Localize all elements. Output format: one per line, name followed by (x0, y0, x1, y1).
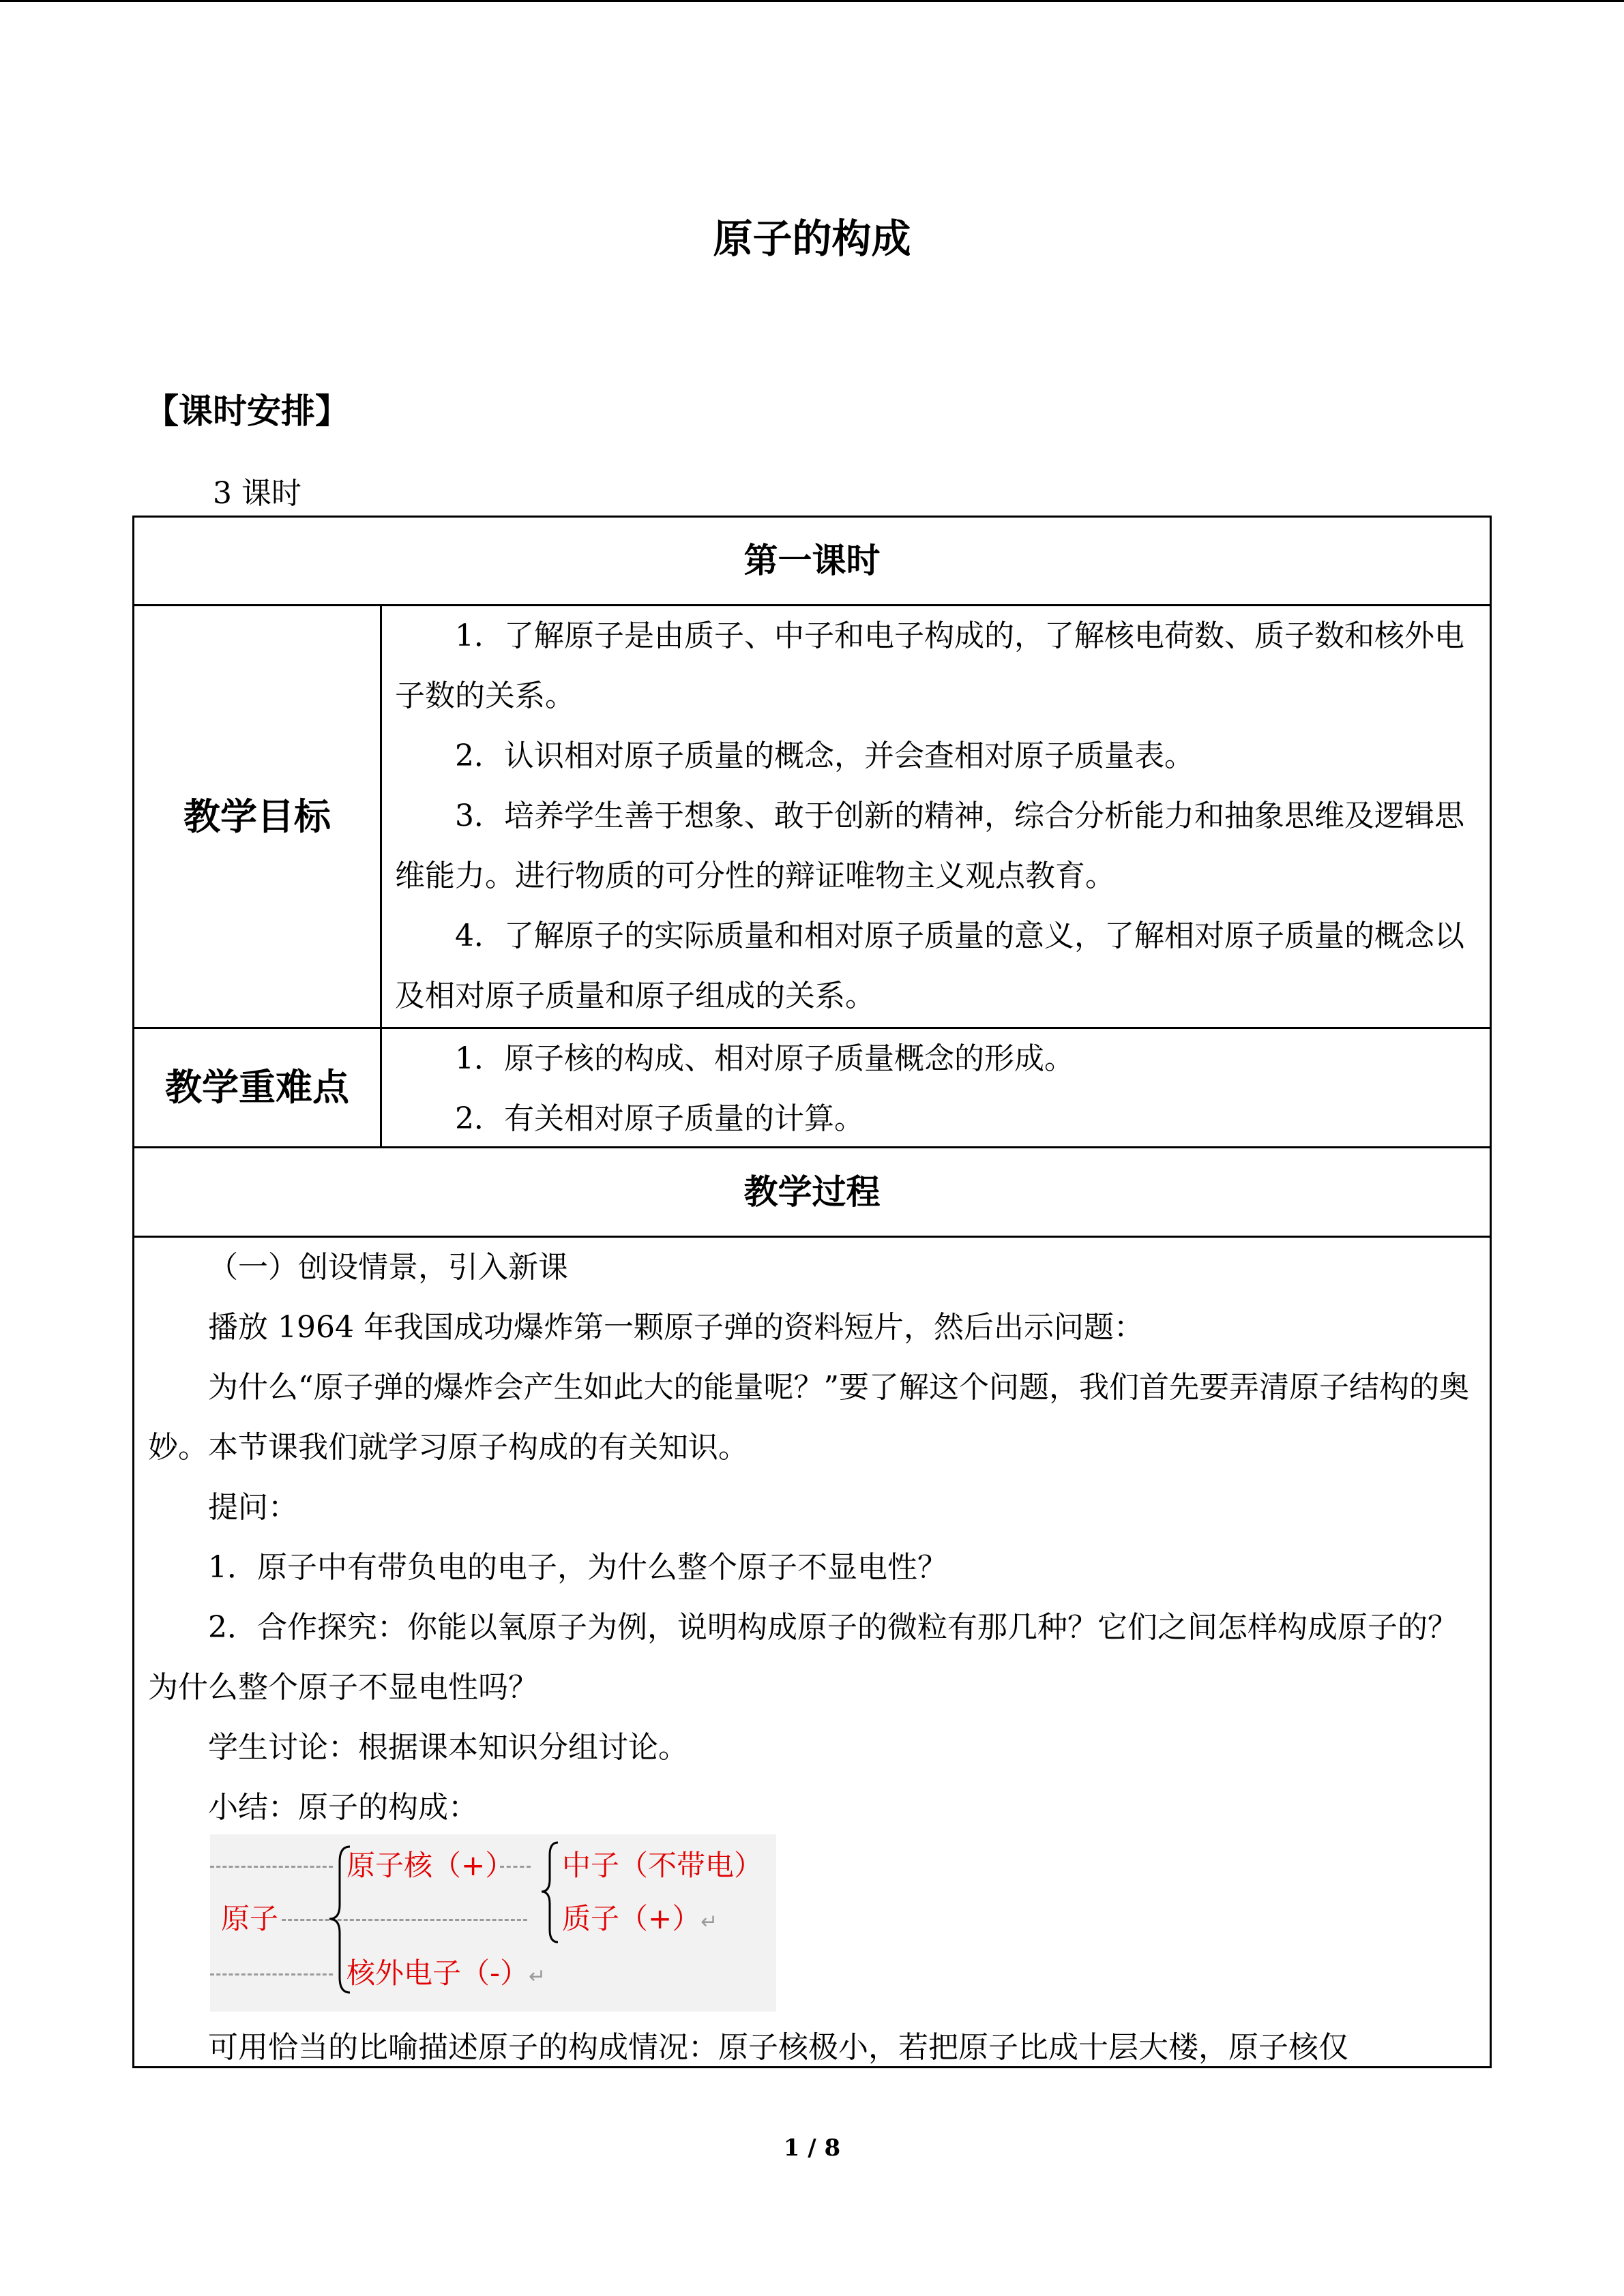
brace-shapes (210, 1834, 776, 2012)
process-paragraph: 学生讨论：根据课本知识分组讨论。 (208, 1730, 688, 1765)
atom-structure-diagram (210, 1834, 776, 2012)
process-paragraph: 小结：原子的构成： (208, 1790, 478, 1825)
process-paragraph: 可用恰当的比喻描述原子的构成情况：原子核极小，若把原子比成十层大楼，原子核仅 (208, 2030, 1348, 2065)
right-brace-icon (542, 1843, 558, 1942)
atom-label: 原子 (221, 1902, 279, 1935)
key-points-label: 教学重难点 (165, 1066, 349, 1109)
process-paragraph: 1．原子中有带负电的电子，为什么整个原子不显电性？ (208, 1550, 947, 1585)
nucleus-label: 原子核（+） (346, 1849, 514, 1882)
table-column-divider (380, 604, 382, 1148)
section-heading: 【课时安排】 (145, 391, 349, 431)
objective-item: 1．了解原子是由质子、中子和电子构成的，了解核电荷数、质子数和核外电子数的关系。 (395, 618, 1464, 713)
key-point-item: 1．原子核的构成、相对原子质量概念的形成。 (455, 1041, 1074, 1076)
electron-label: 核外电子（-）↵ (346, 1956, 546, 1990)
objective-item: 4．了解原子的实际质量和相对原子质量的意义，了解相对原子质量的概念以及相对原子质量和原子组成的关系。 (395, 919, 1464, 1013)
key-point-item: 2．有关相对原子质量的计算。 (455, 1101, 864, 1136)
key-points-content (395, 1029, 1466, 1149)
process-paragraph: 提问： (208, 1490, 298, 1525)
process-paragraph: 为什么“原子弹的爆炸会产生如此大的能量呢？”要了解这个问题，我们首先要弄清原子结构的奥妙。本节课我们就学习原子构成的有关知识。 (148, 1370, 1469, 1465)
objectives-content (395, 606, 1466, 1026)
proton-label: 质子（+）↵ (562, 1902, 718, 1935)
page-number: 1 / 8 (783, 2134, 841, 2162)
lesson-header: 第一课时 (743, 541, 881, 580)
objectives-label: 教学目标 (183, 795, 331, 838)
process-header: 教学过程 (743, 1172, 881, 1212)
objective-item: 2．认识相对原子质量的概念，并会查相对原子质量表。 (455, 739, 1194, 773)
objective-item: 3．培养学生善于想象、敢于创新的精神，综合分析能力和抽象思维及逻辑思维能力。进行物质的可分性的辩证唯物主义观点教育。 (395, 799, 1464, 893)
process-paragraph: 2．合作探究：你能以氧原子为例，说明构成原子的微粒有那几种？它们之间怎样构成原子的？为什么整个原子不显电性吗？ (148, 1610, 1458, 1705)
page-title: 原子的构成 (713, 215, 911, 262)
class-hours: 3 课时 (213, 476, 301, 511)
process-paragraph: （一）创设情景，引入新课 (208, 1250, 568, 1285)
page-top-border (0, 0, 1624, 2)
process-paragraph: 播放 1964 年我国成功爆炸第一颗原子弹的资料短片，然后出示问题： (208, 1310, 1144, 1345)
left-brace-icon (329, 1847, 350, 1993)
neutron-label: 中子（不带电） (562, 1849, 763, 1882)
